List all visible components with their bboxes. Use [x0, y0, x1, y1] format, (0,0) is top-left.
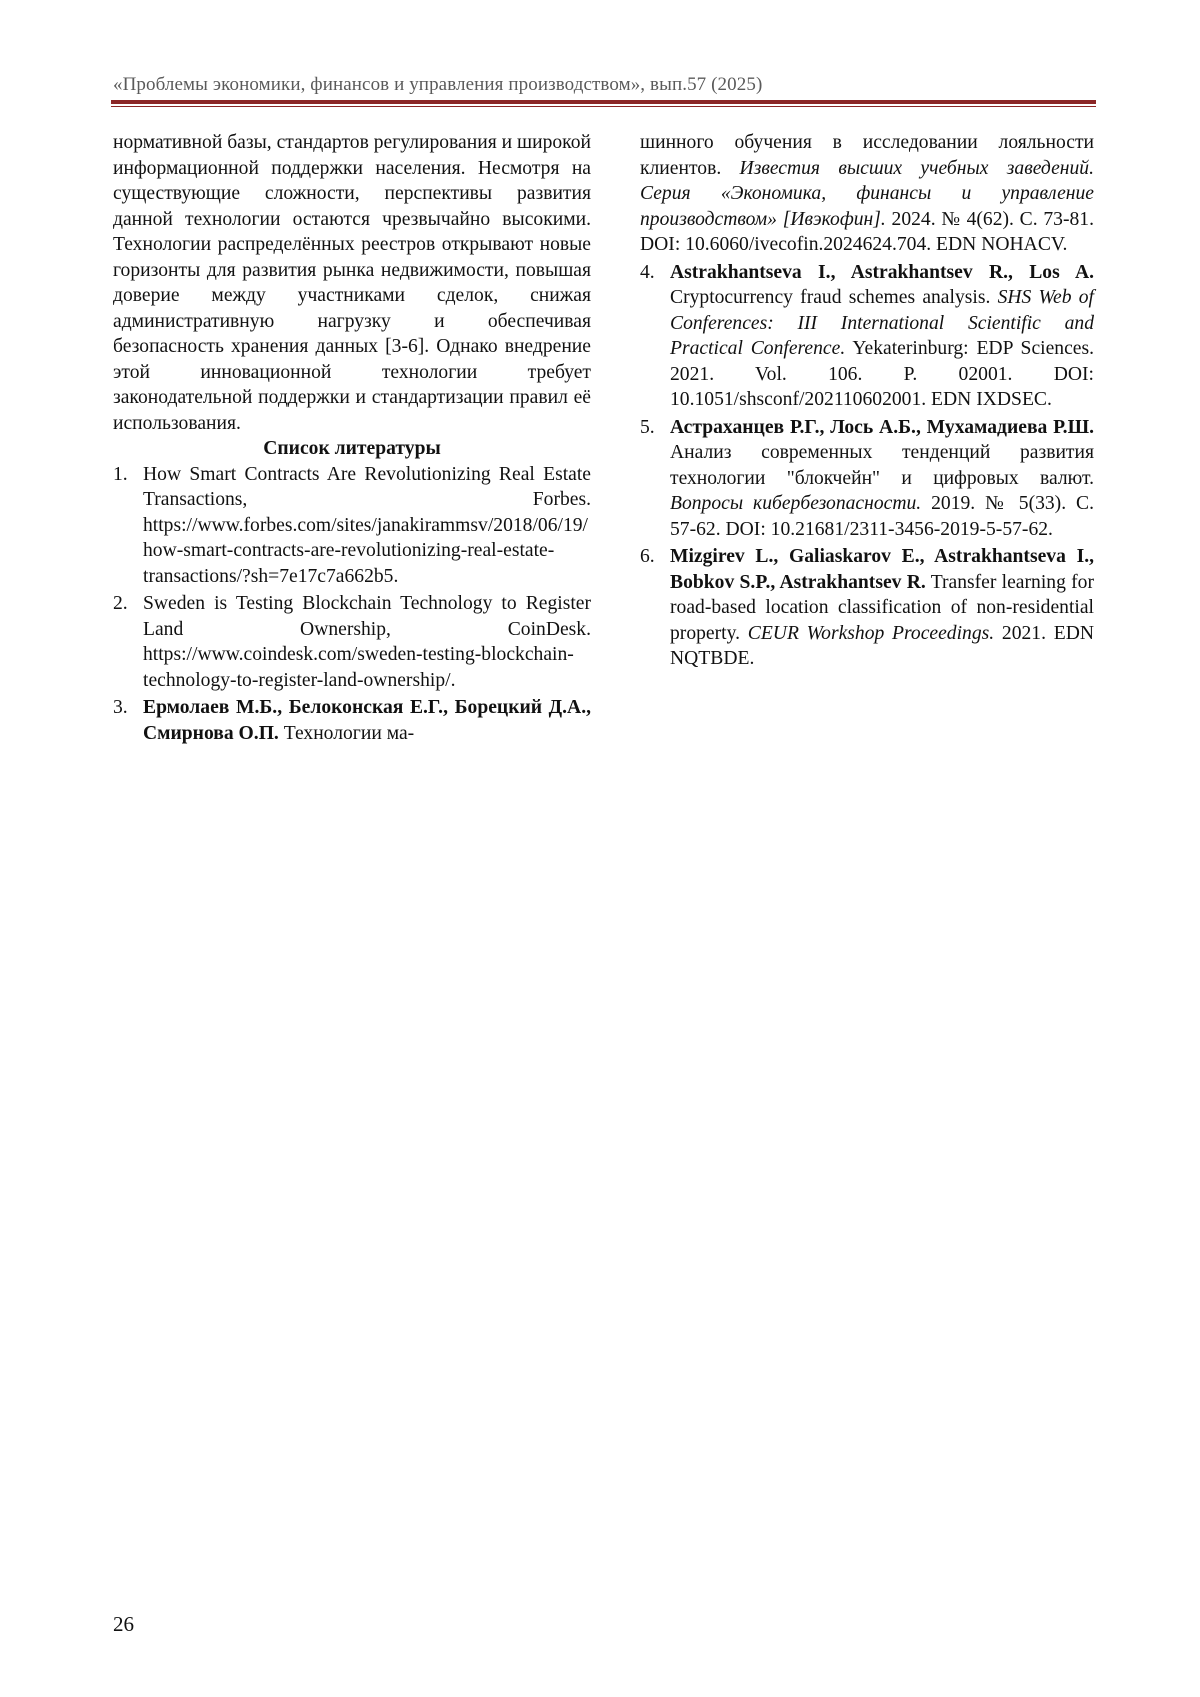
reference-item-2 — [113, 591, 591, 693]
reference-number: 5. — [640, 416, 655, 438]
reference-details: 2021. EDN NQTBDE. — [670, 622, 1094, 669]
reference-item-4 — [640, 260, 1094, 413]
reference-authors: Астраханцев Р.Г., Лось А.Б., Мухамадиева Р.Ш. — [670, 416, 1094, 438]
reference-source: CEUR Workshop Proceedings. — [747, 622, 995, 644]
references-title: Список литературы — [263, 438, 441, 459]
reference-title: Анализ современных тенденций развития технологии "блокчейн" и цифровых валют. — [670, 442, 1094, 489]
reference-text — [670, 260, 1094, 413]
reference-details: 2024. № 4(62). С. 73-81. DOI: 10.6060/ivecofin.2024624.704. EDN NOHACV. — [640, 208, 1094, 255]
header-rule — [111, 100, 1096, 104]
reference-details: 2019. № 5(33). С. 57-62. DOI: 10.21681/2311-3456-2019-5-57-62. — [670, 493, 1094, 540]
running-header: «Проблемы экономики, финансов и управления производством», вып.57 (2025) — [113, 74, 763, 95]
reference-text — [670, 415, 1094, 543]
reference-item-1 — [113, 462, 591, 590]
reference-source: Вопросы кибербезопасности. — [670, 493, 922, 514]
reference-number: 3. — [113, 697, 128, 718]
reference-authors: Mizgirev L., Galiaskarov E., Astrakhantseva I., Bobkov S.P., Astrakhantsev R. — [670, 546, 1094, 593]
reference-details: Yekaterinburg: EDP Sciences. 2021. Vol. 106. P. 02001. DOI: 10.1051/shsconf/202110602001. EDN IXDSEC. — [670, 338, 1095, 410]
reference-text: Sweden is Testing Blockchain Technology to Register Land Ownership, CoinDesk. https://www.coindesk.com/sweden-testing-blockchain-technology-to-register-land-ownership/. — [143, 593, 591, 691]
reference-item-6 — [640, 544, 1094, 672]
reference-authors: Astrakhantseva I., Astrakhantsev R., Los A. — [670, 261, 1094, 283]
reference-title: Transfer learning for road-based location classification of non-residential property. — [670, 571, 1094, 644]
reference-authors: Ермолаев М.Б., Белоконская Е.Г., Борецкий Д.А., Смирнова О.П. — [143, 697, 591, 744]
reference-text — [670, 544, 1094, 672]
reference-item-3 — [113, 695, 591, 746]
reference-text — [640, 130, 1094, 258]
reference-item-5 — [640, 415, 1094, 543]
reference-list-continued — [640, 260, 1094, 672]
reference-text: How Smart Contracts Are Revolutionizing Real Estate Transactions, Forbes. https://www.forbes.com/sites/janakirammsv/2018/06/19/how-smart-contracts-are-revolutionizing-real-estate-transactions/?sh=7e17c7a662b5. — [143, 463, 591, 587]
left-column — [113, 130, 591, 748]
page-number: 26 — [113, 1612, 134, 1636]
reference-list — [113, 462, 591, 747]
right-column — [640, 130, 1094, 674]
reference-number: 6. — [640, 546, 655, 567]
reference-number: 2. — [113, 593, 128, 614]
reference-source: SHS Web of Conferences: III International Scientific and Practical Conference. — [670, 287, 1094, 359]
reference-source: Известия высших учебных заведений. Серия «Экономика, финансы и управление производством» [Ивэкофин]. — [640, 157, 1094, 230]
reference-title: шинного обучения в исследовании лояльности клиентов. — [640, 132, 1094, 179]
reference-number: 1. — [113, 463, 128, 485]
header-rule-thin — [111, 106, 1096, 107]
reference-text — [143, 695, 591, 746]
reference-item-3-continued — [640, 130, 1094, 258]
reference-number: 4. — [640, 261, 655, 283]
reference-title: Cryptocurrency fraud schemes analysis. — [670, 287, 998, 308]
reference-title: Технологии ма- — [278, 722, 415, 744]
body-paragraph: нормативной базы, стандартов регулирования и широкой информационной поддержки населения. Несмотря на существующие сложности, перспективы развития данной технологии остаются чрезвычайно высокими. Технологии распределённых реестров открывают новые горизонты для развития рынка недвижимости, повышая доверие между участниками сделок, снижая административную нагрузку и обеспечивая безопасность хранения данных [3-6]. Однако внедрение этой инновационной технологии требует законодательной поддержки и стандартизации правил её использования. — [113, 132, 591, 434]
